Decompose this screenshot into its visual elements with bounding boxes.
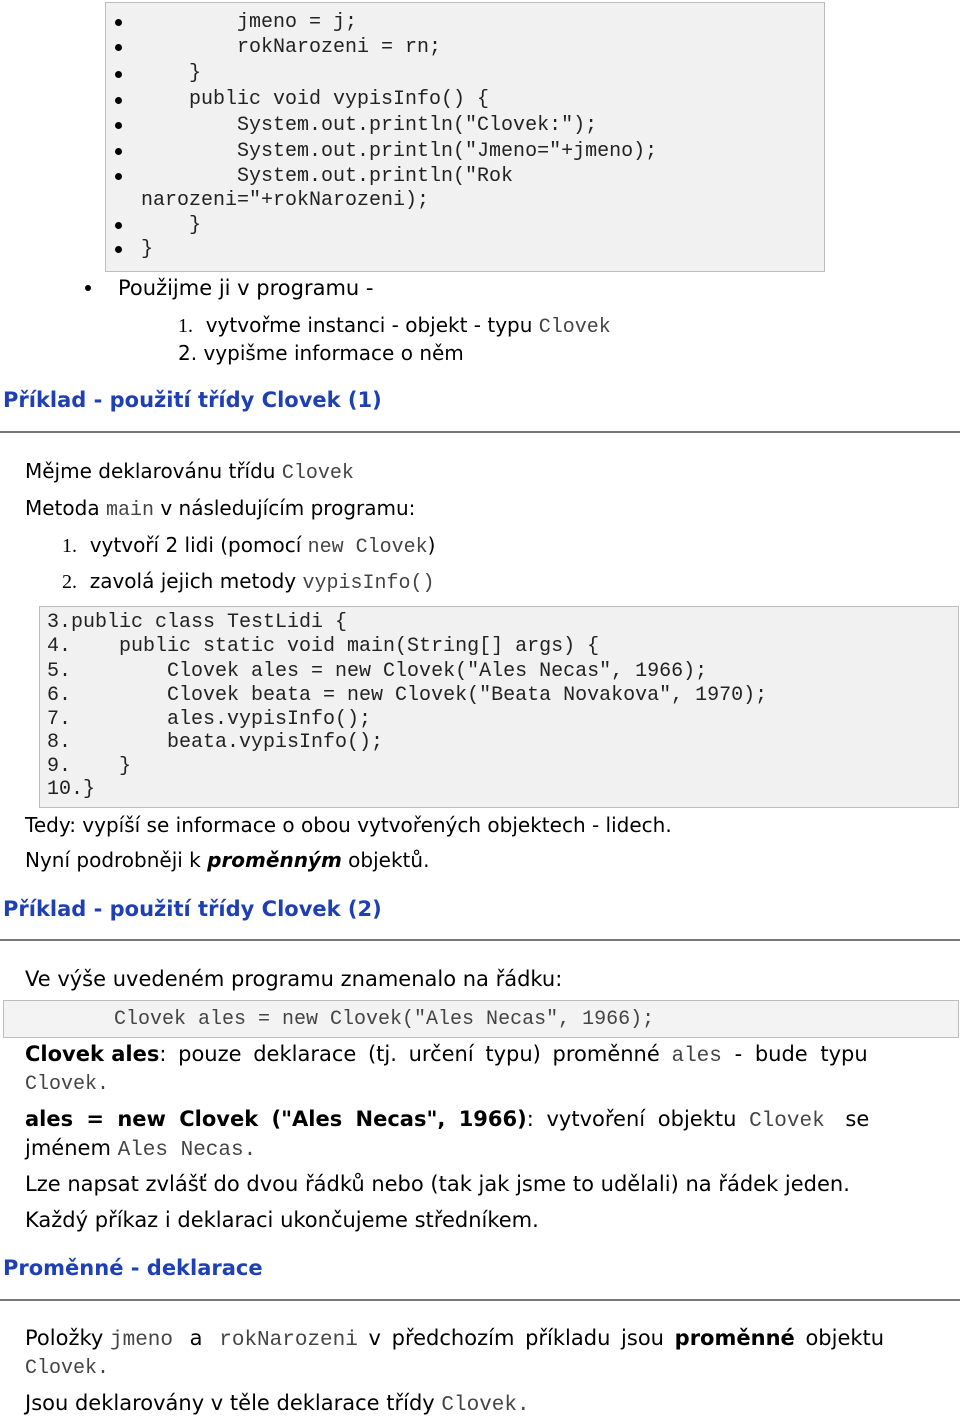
inline-code: Clovek xyxy=(281,462,354,485)
section2-p2-line2 xyxy=(25,1136,256,1162)
code-line: 9. } xyxy=(47,755,132,778)
text: jménem xyxy=(25,1136,118,1160)
divider xyxy=(0,939,960,941)
inline-code: Clovek xyxy=(749,1110,825,1133)
item-number: 2. xyxy=(62,571,77,593)
code-line: System.out.println("Jmeno="+jmeno); xyxy=(141,140,658,163)
section-heading: Proměnné - deklarace xyxy=(3,1256,263,1280)
use-intro-text: Použijme ji v programu - xyxy=(118,276,374,300)
section3-p2 xyxy=(25,1391,530,1417)
text: Jsou deklarovány v těle deklarace třídy xyxy=(25,1391,442,1415)
inline-code: rokNarozeni xyxy=(219,1329,358,1352)
divider xyxy=(0,1299,960,1301)
section2-p2 xyxy=(25,1107,869,1133)
section3-p1 xyxy=(25,1326,884,1352)
code-line: } xyxy=(141,62,202,85)
text: Mějme deklarovánu třídu xyxy=(25,459,282,483)
code-line: } xyxy=(141,238,154,261)
code-line: 5. Clovek ales = new Clovek("Ales Necas", 1966); xyxy=(47,660,708,683)
inline-code: vypisInfo() xyxy=(302,572,435,595)
section-heading: Příklad - použití třídy Clovek (2) xyxy=(3,897,382,921)
emphasis: Clovek ales xyxy=(25,1042,160,1066)
code-line: System.out.println("Clovek:"); xyxy=(141,114,598,137)
section1-p2 xyxy=(25,496,415,522)
item-number: 1. xyxy=(62,535,77,557)
bullet xyxy=(115,246,122,253)
text: Metoda xyxy=(25,496,106,520)
inline-code: Clovek. xyxy=(441,1394,530,1417)
code-line: narozeni="+rokNarozeni); xyxy=(141,189,430,212)
bullet xyxy=(115,97,122,104)
inline-code: jmeno xyxy=(109,1329,173,1352)
text: ) xyxy=(427,533,436,557)
bullet xyxy=(115,148,122,155)
text: Nyní podrobněji k xyxy=(25,848,208,872)
step-1 xyxy=(178,313,611,339)
code-line: jmeno = j; xyxy=(141,11,358,34)
section1-after-2 xyxy=(25,848,429,872)
code-line: public void vypisInfo() { xyxy=(141,88,490,111)
emphasis: proměnným xyxy=(207,848,342,872)
section1-p1 xyxy=(25,459,354,485)
bullet xyxy=(115,71,122,78)
section3-p1-line2: Clovek. xyxy=(25,1357,110,1380)
step-number: 1. xyxy=(178,315,193,337)
code-line: 4. public static void main(String[] args) { xyxy=(47,635,600,658)
text: : vytvoření objektu xyxy=(526,1107,750,1131)
bullet xyxy=(115,122,122,129)
section1-item-1 xyxy=(62,533,435,559)
code-line: 6. Clovek beata = new Clovek("Beata Novakova", 1970); xyxy=(47,684,768,707)
bullet xyxy=(115,19,122,26)
section2-intro: Ve výše uvedeném programu znamenalo na řádku: xyxy=(25,967,563,991)
code-line: System.out.println("Rok xyxy=(141,165,514,188)
bullet xyxy=(85,285,91,291)
step-text: vytvořme instanci - objekt - typu xyxy=(205,313,539,337)
text: : pouze deklarace (tj. určení typu) proměnné xyxy=(159,1042,672,1066)
inline-code: new Clovek xyxy=(307,536,428,559)
inline-code: ales xyxy=(671,1045,722,1068)
inline-code: main xyxy=(105,499,154,522)
code-line: rokNarozeni = rn; xyxy=(141,36,442,59)
divider xyxy=(0,431,960,433)
declaration-code: Clovek ales = new Clovek("Ales Necas", 1966); xyxy=(114,1008,655,1031)
inline-code: Ales Necas. xyxy=(117,1139,257,1162)
code-line: 3.public class TestLidi { xyxy=(47,611,348,634)
code-line: } xyxy=(141,214,202,237)
text: Položky xyxy=(25,1326,110,1350)
step-number: 2. xyxy=(178,341,198,365)
emphasis: proměnné xyxy=(674,1326,795,1350)
step-code: Clovek xyxy=(538,316,611,339)
text: objektů. xyxy=(341,848,430,872)
section1-item-2 xyxy=(62,569,435,595)
emphasis: ales = new Clovek ("Ales Necas", 1966) xyxy=(25,1107,527,1131)
section1-after-1: Tedy: vypíší se informace o obou vytvořených objektech - lidech. xyxy=(25,813,672,837)
section2-p1 xyxy=(25,1042,935,1068)
bullet xyxy=(115,44,122,51)
section2-p4: Každý příkaz i deklaraci ukončujeme středníkem. xyxy=(25,1208,539,1232)
code-line: 7. ales.vypisInfo(); xyxy=(47,708,372,731)
bullet xyxy=(115,173,122,180)
text: vytvoří 2 lidi (pomocí xyxy=(89,533,308,557)
code-line: 8. beata.vypisInfo(); xyxy=(47,731,384,754)
step-2 xyxy=(178,341,464,365)
text: zavolá jejich metody xyxy=(89,569,303,593)
text: v předchozím příkladu jsou xyxy=(357,1326,675,1350)
text: v následujícím programu: xyxy=(153,496,416,520)
text: se xyxy=(824,1107,870,1131)
code-line: 10.} xyxy=(47,778,96,801)
text: - bude typu xyxy=(721,1042,868,1066)
bullet xyxy=(115,222,122,229)
section2-p3: Lze napsat zvlášť do dvou řádků nebo (tak jak jsme to udělali) na řádek jeden. xyxy=(25,1172,850,1196)
section2-p1-line2: Clovek. xyxy=(25,1073,110,1096)
section-heading: Příklad - použití třídy Clovek (1) xyxy=(3,388,382,412)
text: a xyxy=(173,1326,220,1350)
step-text: vypišme informace o něm xyxy=(203,341,464,365)
text: objektu xyxy=(794,1326,885,1350)
